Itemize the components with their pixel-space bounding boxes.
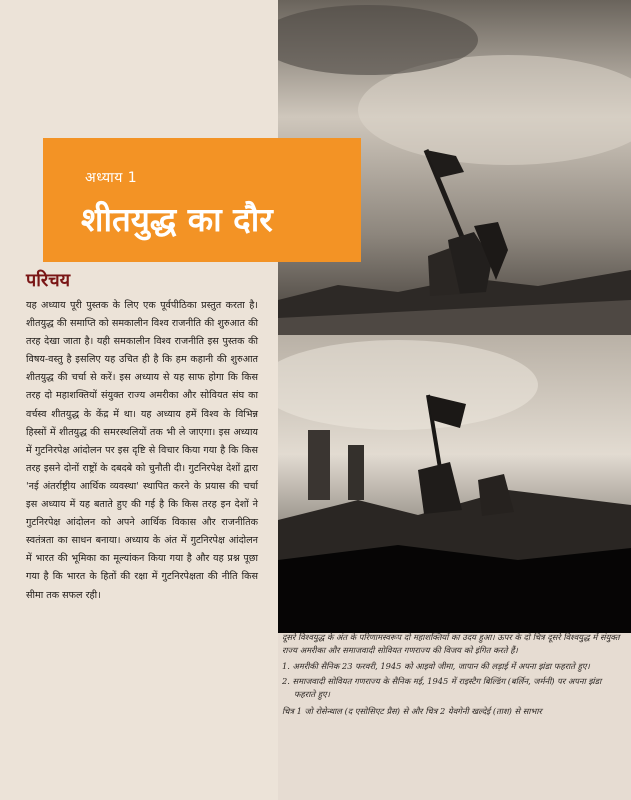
photo-caption — [282, 631, 622, 718]
photo-credit: चित्र 1 जो रोसेन्थाल (द एसोसिएट प्रैस) से और चित्र 2 येवगेनी खल्देई (ताश) से साभार — [282, 705, 542, 716]
chapter-title: शीतयुद्ध का दौर — [81, 200, 273, 239]
caption-item-1: 1. अमरीकी सैनिक 23 फरवरी, 1945 को आइवो जीमा, जापान की लड़ाई में अपना झंडा फहराते हुए। — [282, 660, 590, 671]
section-heading: परिचय — [26, 270, 71, 291]
historical-photographs — [278, 0, 631, 633]
chapter-banner — [43, 138, 361, 262]
photo-2-flag-raising-reichstag — [278, 335, 631, 633]
caption-intro: दूसरे विश्वयुद्ध के अंत के परिणामस्वरूप दो महाशक्तियों का उदय हुआ। ऊपर के दो चित्र दूसरे विश्वयुद्ध में संयुक्त राज्य अमरीका और समाजवादी सोवियत गणराज्य की विजय को इंगित करते हैं। — [282, 632, 620, 655]
photo-collage — [278, 0, 631, 633]
chapter-number: अध्याय 1 — [85, 170, 138, 186]
caption-item-2: 2. समाजवादी सोवियत गणराज्य के सैनिक मई, 1945 में राइस्टैग बिल्डिंग (बर्लिन, जर्मनी) पर अपना झंडा फहराते हुए। — [282, 676, 602, 700]
introduction-paragraph: यह अध्याय पूरी पुस्तक के लिए एक पूर्वपीठिका प्रस्तुत करता है। शीतयुद्ध की समाप्ति को समकालीन विश्व राजनीति की शुरुआत की तरह देखा जाता है। यही समकालीन विश्व राजनीति इस पुस्तक की विषय-वस्तु है इसलिए यह उचित ही है कि हम कहानी की शुरुआत शीतयुद्ध की चर्चा से करें। इस अध्याय से यह साफ होगा कि किस तरह दो महाशक्तियों संयुक्त राज्य अमरीका और सोवियत संघ का वर्चस्व शीतयुद्ध के केंद्र में था। यह अध्याय हमें विश्व के विभिन्न हिस्सों में शीतयुद्ध की समरस्थलियों तक भी ले जाएगा। इस अध्याय में गुटनिरपेक्ष आंदोलन पर इस दृष्टि से विचार किया गया है कि किस तरह इसने दोनों राष्ट्रों के दबदबे को चुनौती दी। गुटनिरपेक्ष देशों द्वारा 'नई अंतर्राष्ट्रीय आर्थिक व्यवस्था' स्थापित करने के प्रयास की चर्चा इस अध्याय में यह बताते हुए की गई है कि किस तरह इन देशों ने गुटनिरपेक्ष आंदोलन को अपने आर्थिक विकास और राजनीतिक स्वतंत्रता का साधन बनाया। अध्याय के अंत में गुटनिरपेक्ष आंदोलन में भारत की भूमिका का मूल्यांकन किया गया है और यह प्रश्न पूछा गया है कि भारत के हितों की रक्षा में गुटनिरपेक्षता की नीति किस सीमा तक सफल रही। — [26, 300, 258, 601]
